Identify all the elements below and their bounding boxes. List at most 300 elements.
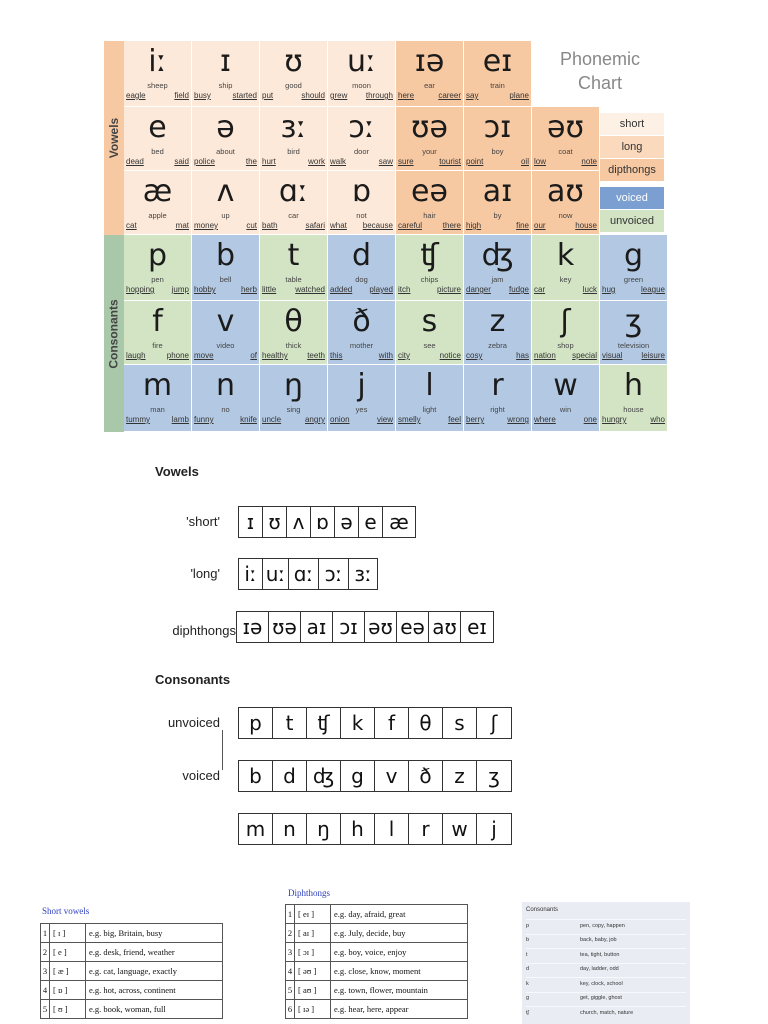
example-word: view [376,415,393,424]
example-word: note [581,157,597,166]
phoneme-box: v [375,761,409,791]
table-row [41,962,223,981]
key-word: now [558,211,573,220]
phoneme-cell [124,365,192,432]
example-word: busy [194,91,211,100]
key-word: sheep [147,81,168,90]
phoneme-cell [600,301,668,365]
example-words [466,285,529,294]
example-words [330,221,393,230]
phoneme-box: ɔː [319,559,349,589]
row-number: 6 [286,1000,295,1019]
vowels-heading: Vowels [155,464,199,479]
example-text: e.g. town, flower, mountain [331,981,468,1000]
ipa-symbol: [ ɒ ] [50,981,86,1000]
phoneme-cell [328,365,396,432]
ipa-symbol: [ aʊ ] [295,981,331,1000]
key-word: coat [558,147,573,156]
phoneme-box: θ [409,708,443,738]
phoneme-cell [328,171,396,235]
phoneme-box: w [443,814,477,844]
example-words [126,91,189,100]
table-row [41,924,223,943]
phoneme-box: ʤ [307,761,341,791]
example-word: laugh [126,351,146,360]
row-number: 2 [286,924,295,943]
example-word: sure [398,157,414,166]
example-word: what [330,221,347,230]
phoneme-symbol: aɪ [482,174,513,209]
consonant-examples: church, match, nature [580,1009,634,1016]
example-words [466,415,529,424]
phoneme-box: t [273,708,307,738]
phoneme-cell [192,365,260,432]
phoneme-cell [328,301,396,365]
example-word: lamb [171,415,189,424]
phoneme-box: k [341,708,375,738]
phoneme-cell [328,41,396,107]
example-words [126,415,189,424]
phoneme-cell [532,235,600,301]
ipa-symbol: [ eɪ ] [295,905,331,924]
key-word: man [150,405,165,414]
phoneme-cell [532,301,600,365]
example-words [466,221,529,230]
consonant-row [526,948,686,960]
consonant-row [526,919,686,931]
example-word: oil [520,157,529,166]
key-word: not [356,211,367,220]
phoneme-symbol: θ [284,304,303,339]
example-word: funny [194,415,214,424]
consonant-examples: day, ladder, odd [580,966,619,972]
phoneme-symbol: eə [411,174,448,209]
example-words [262,415,325,424]
example-word: healthy [262,351,288,360]
key-word: bird [287,147,300,156]
phoneme-box: aʊ [429,612,461,642]
phoneme-cell [600,235,668,301]
key-word: mother [349,341,374,350]
key-word: green [623,275,644,284]
key-word: house [623,405,644,414]
phoneme-box: ʧ [307,708,341,738]
example-words [194,157,257,166]
phoneme-box: ɒ [311,507,335,537]
example-words [534,415,597,424]
phoneme-cell [192,235,260,301]
phoneme-cell [532,171,600,235]
table-row [286,943,468,962]
phoneme-box: ð [409,761,443,791]
phoneme-symbol: g [623,238,644,273]
key-word: boy [491,147,504,156]
key-word: car [288,211,299,220]
phoneme-box: b [239,761,273,791]
example-word: started [232,91,257,100]
example-text: e.g. desk, friend, weather [86,943,223,962]
example-word: who [650,415,665,424]
example-word: should [301,91,325,100]
phoneme-box: eɪ [467,615,487,639]
phoneme-box-row [238,558,378,590]
key-word: door [353,147,369,156]
key-word: sing [286,405,301,414]
example-words [262,285,325,294]
phoneme-cell [396,171,464,235]
phoneme-cell [464,235,532,301]
phoneme-cell [260,171,328,235]
row-number: 1 [41,924,50,943]
phoneme-box: æ [389,510,409,534]
example-word: low [534,157,547,166]
phoneme-symbol: ɒ [351,174,372,209]
phoneme-cell [260,235,328,301]
example-text: e.g. day, afraid, great [331,905,468,924]
example-words [126,157,189,166]
phoneme-symbol: f [152,304,163,339]
key-word: by [493,211,502,220]
phoneme-box-row [238,707,512,739]
example-word: special [572,351,597,360]
key-word: right [490,405,505,414]
consonant-row [526,1006,686,1018]
key-word: your [422,147,437,156]
example-word: danger [466,285,491,294]
phoneme-box: iː [239,559,263,589]
phoneme-cell [396,365,464,432]
example-text: e.g. boy, voice, enjoy [331,943,468,962]
phoneme-box: eə [397,612,429,642]
example-text: e.g. close, know, moment [331,962,468,981]
consonant-examples: get, giggle, ghost [580,995,622,1001]
phoneme-symbol: p [147,238,168,273]
ipa-symbol: [ ɪ ] [50,924,86,943]
table-row [286,962,468,981]
phoneme-cell [532,107,600,171]
example-word: phone [166,351,189,360]
example-word: field [174,91,189,100]
example-words [534,285,597,294]
phoneme-cell [464,301,532,365]
phoneme-cell [396,301,464,365]
row-number: 5 [41,1000,50,1019]
example-word: angry [304,415,325,424]
phoneme-symbol: r [491,368,504,403]
example-word: city [398,351,410,360]
example-text: e.g. hear, here, appear [331,1000,468,1019]
phoneme-symbol: h [623,368,643,403]
ipa-symbol: [ əʊ ] [295,962,331,981]
key-word: ship [218,81,233,90]
example-word: car [534,285,546,294]
phoneme-symbol: uː [346,44,377,79]
phoneme-cell [328,235,396,301]
row-label: voiced [182,768,220,783]
key-word: jam [491,275,504,284]
key-word: chips [420,275,439,284]
example-word: police [194,157,215,166]
consonant-symbol: t [526,951,528,958]
example-words [194,415,257,424]
phoneme-box: ɪə [237,612,269,642]
example-word: career [438,91,461,100]
example-word: itch [398,285,411,294]
phonemic-chart [104,41,664,432]
key-word: hair [423,211,436,220]
phoneme-symbol: ʃ [560,304,571,339]
phoneme-symbol: m [142,368,173,403]
key-word: pen [151,275,164,284]
legend-diphthongs: dipthongs [600,159,664,181]
phoneme-box: r [409,814,443,844]
example-words [330,157,393,166]
example-word: herb [240,285,257,294]
example-word: money [194,221,219,230]
example-word: teeth [307,351,325,360]
example-word: dead [126,157,144,166]
phoneme-cell [396,107,464,171]
phoneme-box: ʃ [490,711,498,735]
example-word: bath [262,221,278,230]
phoneme-symbol: ʌ [216,174,235,209]
phoneme-symbol: ʊə [411,110,448,145]
phoneme-cell [124,301,192,365]
table-row [41,981,223,1000]
phoneme-cell [600,365,668,432]
phoneme-cell [192,107,260,171]
legend-voiced: voiced [600,187,664,209]
phoneme-cell [260,365,328,432]
phoneme-box: uː [263,559,289,589]
example-word: say [466,91,479,100]
consonant-symbol: p [526,922,530,929]
ipa-symbol: [ ɪə ] [295,1000,331,1019]
phoneme-symbol: b [215,238,236,273]
example-word: plane [509,91,529,100]
example-word: onion [330,415,350,424]
key-word: fire [152,341,163,350]
consonants-side-label: Consonants [104,235,124,432]
consonants-panel-title: Consonants [526,907,559,913]
example-words [398,415,461,424]
example-word: leisure [641,351,665,360]
example-word: of [250,351,257,360]
example-word: hopping [126,285,155,294]
table-row [41,1000,223,1019]
example-word: put [262,91,274,100]
phoneme-box: ʌ [287,507,311,537]
row-number: 4 [286,962,295,981]
key-word: ear [424,81,435,90]
example-text: e.g. July, decide, buy [331,924,468,943]
phoneme-symbol: ð [352,304,371,339]
phoneme-cell [396,235,464,301]
example-words [466,351,529,360]
phoneme-symbol: ɪ [219,44,232,79]
phoneme-symbol: w [553,368,578,403]
phoneme-cell [464,41,532,107]
phoneme-box-chart [150,458,522,858]
example-words [194,285,257,294]
example-words [262,91,325,100]
phoneme-symbol: ʤ [481,238,514,273]
key-word: television [617,341,650,350]
key-word: bell [219,275,232,284]
phoneme-symbol: ɔɪ [483,110,512,145]
phoneme-box-row [238,813,512,845]
example-word: visual [602,351,623,360]
example-word: wrong [507,415,529,424]
consonant-symbol: g [526,995,530,1001]
phoneme-cell [464,365,532,432]
key-word: apple [148,211,167,220]
phoneme-cell [192,171,260,235]
example-word: notice [439,351,461,360]
key-word: win [559,405,572,414]
example-word: saw [378,157,393,166]
example-text: e.g. hot, across, continent [86,981,223,1000]
consonants-heading: Consonants [155,672,231,687]
phoneme-symbol: ʊ [284,44,303,79]
example-words [602,285,665,294]
example-word: walk [330,157,347,166]
consonant-row [526,977,686,989]
phoneme-cell [260,41,328,107]
ipa-symbol: [ ʊ ] [50,1000,86,1019]
example-word: with [378,351,393,360]
example-word: high [466,221,482,230]
key-word: see [423,341,436,350]
example-words [398,351,461,360]
row-number: 1 [286,905,295,924]
example-word: hobby [194,285,216,294]
example-word: hungry [602,415,627,424]
consonant-row [526,963,686,975]
example-word: our [534,221,546,230]
example-words [398,285,461,294]
example-word: hurt [262,157,276,166]
example-words [126,285,189,294]
example-word: move [194,351,214,360]
phoneme-box: ɔɪ [333,612,365,642]
vowels-side-label: Vowels [104,41,124,235]
key-word: moon [352,81,371,90]
phoneme-symbol: ɑː [278,174,309,209]
phoneme-symbol: s [421,304,438,339]
example-words [262,221,325,230]
phoneme-box: ɜː [354,562,372,586]
example-word: uncle [262,415,282,424]
consonant-examples: pen, copy, happen [580,922,625,929]
example-words [194,221,257,230]
example-words [398,221,461,230]
table-row [286,981,468,1000]
phoneme-box: p [239,708,273,738]
phoneme-symbol: j [357,368,366,403]
example-words [534,157,597,166]
example-words [466,157,529,166]
consonant-examples: tea, tight, button [580,951,620,958]
consonant-row [526,934,686,946]
diphthongs-table [285,904,468,1019]
consonant-symbol: tʃ [526,1009,529,1016]
example-word: feel [448,415,461,424]
example-words [330,351,393,360]
key-word: zebra [488,341,507,350]
phoneme-symbol: iː [148,44,167,79]
example-word: house [575,221,597,230]
phoneme-symbol: ɜː [280,110,307,145]
example-word: here [398,91,415,100]
short-vowels-title: Short vowels [42,906,90,916]
example-text: e.g. big, Britain, busy [86,924,223,943]
example-word: said [174,157,189,166]
phoneme-box: s [443,708,477,738]
table-row [286,905,468,924]
example-word: there [442,221,461,230]
example-word: cosy [466,351,483,360]
phoneme-cell [328,107,396,171]
key-word: about [216,147,235,156]
example-words [602,351,665,360]
phoneme-box: h [341,814,375,844]
consonant-examples: key, clock, school [580,980,623,987]
key-word: light [422,405,437,414]
phoneme-box: m [239,814,273,844]
phoneme-box: ə [335,507,359,537]
example-word: fine [516,221,529,230]
row-label: unvoiced [167,715,220,730]
example-words [330,91,393,100]
phoneme-box: e [359,507,383,537]
key-word: dog [355,275,368,284]
consonant-symbol: d [526,966,530,972]
example-word: safari [305,221,325,230]
phoneme-box: ɪ [239,507,263,537]
example-word: picture [436,285,461,294]
phoneme-box-row [238,760,512,792]
legend-unvoiced: unvoiced [600,210,664,232]
example-word: nation [534,351,556,360]
phoneme-box: aɪ [301,612,333,642]
consonant-symbol: b [526,937,530,943]
table-row [41,943,223,962]
key-word: no [221,405,230,414]
short-vowels-table [40,923,223,1019]
row-number: 2 [41,943,50,962]
row-number: 5 [286,981,295,1000]
phoneme-symbol: d [351,238,372,273]
example-word: one [583,415,597,424]
example-words [126,221,189,230]
diphthongs-title: Diphthongs [288,888,331,898]
key-word: up [221,211,230,220]
phoneme-box: d [273,761,307,791]
phoneme-symbol: l [425,368,434,403]
phoneme-symbol: t [287,238,300,273]
phoneme-symbol: ə [216,110,235,145]
key-word: table [285,275,302,284]
phoneme-symbol: ŋ [283,368,303,403]
consonants-panel [522,902,690,1024]
example-word: where [534,415,556,424]
phoneme-cell [464,171,532,235]
phoneme-symbol: n [215,368,235,403]
phoneme-cell [124,235,192,301]
example-words [262,157,325,166]
example-word: eagle [126,91,146,100]
